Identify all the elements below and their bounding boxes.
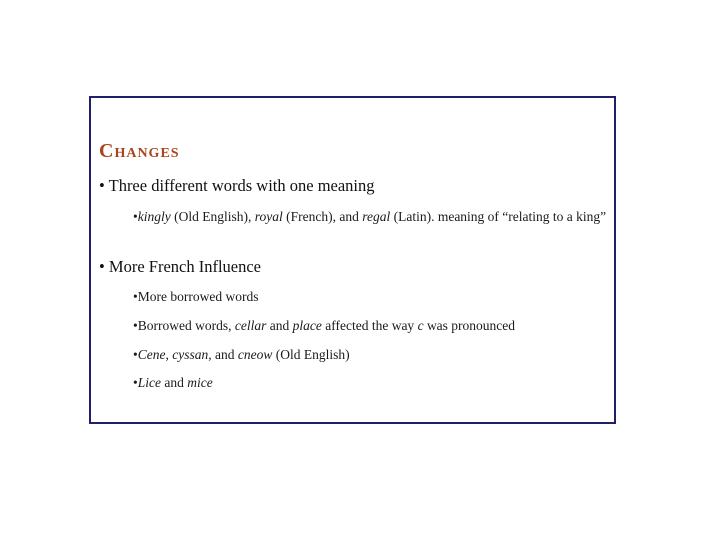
word-place: place	[292, 318, 322, 333]
sub-text: affected the way	[321, 318, 418, 333]
sub-text: (French), and	[282, 209, 363, 224]
sub-text: (Latin). meaning of “relating to a king”	[390, 209, 607, 224]
word-mice: mice	[187, 375, 213, 390]
sub-text: and	[266, 318, 293, 333]
bullet-marker: •	[133, 375, 138, 390]
sub-text: Borrowed words,	[137, 318, 235, 333]
bullet-text: Three different words with one meaning	[108, 176, 375, 195]
word-regal: regal	[362, 209, 391, 224]
word-cene: Cene	[137, 347, 166, 362]
bullet-marker: •	[99, 257, 105, 276]
bullet-marker: •	[99, 176, 105, 195]
word-royal: royal	[254, 209, 283, 224]
sub-text: and	[160, 375, 188, 390]
word-cneow: cneow	[237, 347, 273, 362]
slide-title: Changes	[99, 140, 180, 162]
bullet-marker: •	[133, 318, 138, 333]
sub-text: was pronounced	[423, 318, 516, 333]
sub-text: (Old English)	[272, 347, 350, 362]
bullet-marker: •	[133, 347, 138, 362]
sub-text: ,	[165, 347, 173, 362]
sub-text: , and	[208, 347, 238, 362]
word-kingly: kingly	[137, 209, 171, 224]
bullet-marker: •	[133, 209, 138, 224]
word-cellar: cellar	[234, 318, 267, 333]
sub-text: (Old English),	[170, 209, 255, 224]
sub-text: More borrowed words	[137, 289, 259, 304]
sub-bullet-borrowed-words	[133, 288, 613, 305]
sub-bullet-cellar-place	[133, 317, 613, 334]
sub-bullet-kingly	[133, 208, 613, 225]
bullet-marker: •	[133, 289, 138, 304]
bullet-text: More French Influence	[108, 257, 262, 276]
word-c: c	[417, 318, 424, 333]
word-cyssan: cyssan	[172, 347, 209, 362]
bullet-three-words	[99, 176, 375, 196]
sub-bullet-lice-mice	[133, 374, 613, 391]
sub-bullet-cene	[133, 346, 613, 363]
word-lice: Lice	[137, 375, 161, 390]
slide-frame	[89, 96, 616, 424]
bullet-french-influence	[99, 257, 261, 277]
